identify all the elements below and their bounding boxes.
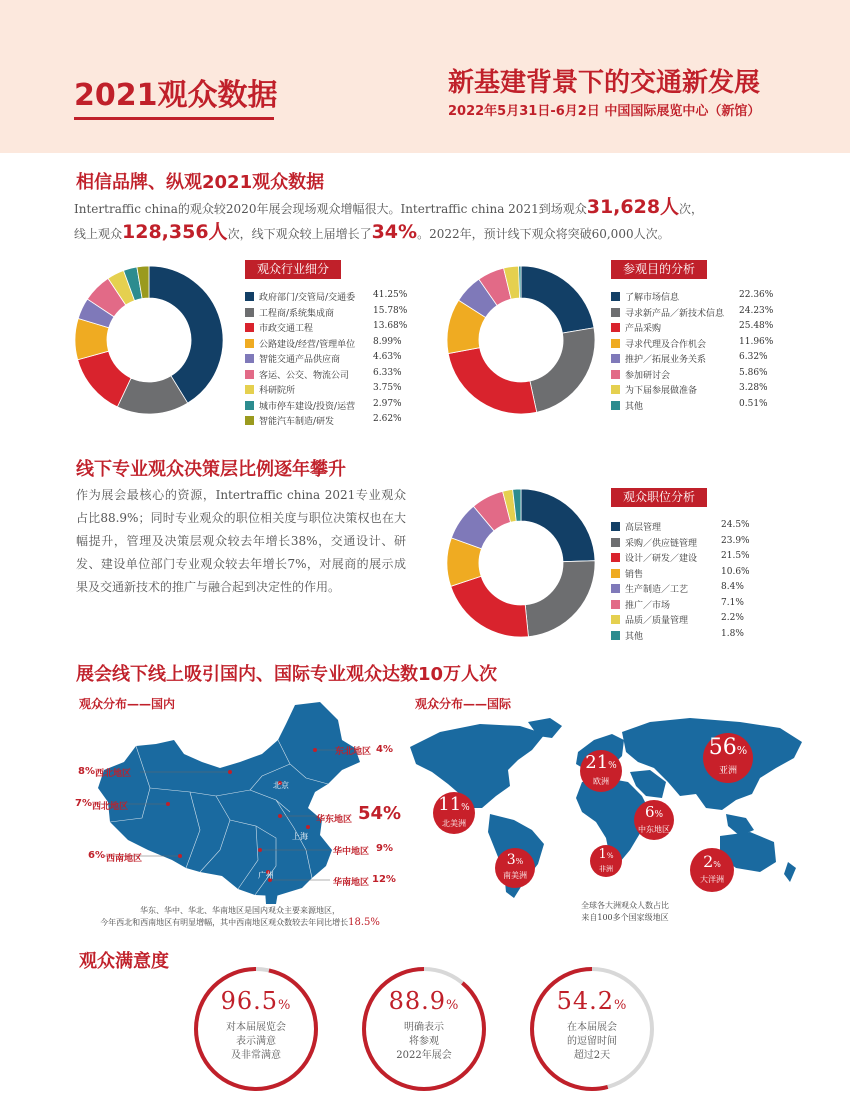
satisfaction-desc-line: 将参观 — [409, 1036, 439, 1047]
legend-label: 寻求代理及合作机会 — [625, 339, 707, 350]
industry-legend-item — [245, 337, 410, 353]
legend-swatch — [611, 370, 620, 379]
legend-label: 高层管理 — [625, 523, 662, 533]
page-title: 2021观众数据 — [74, 70, 278, 114]
city-shanghai: 上海 — [292, 832, 308, 841]
purpose-legend-item — [611, 290, 774, 306]
legend-label: 产品采购 — [625, 324, 662, 334]
legend-label: 其他 — [625, 401, 644, 412]
legend-swatch — [245, 385, 254, 394]
legend-label: 公路建设/经营/管理单位 — [259, 339, 356, 350]
legend-pct: 41.25% — [373, 290, 408, 300]
legend-swatch — [245, 401, 254, 410]
legend-label: 市政交通工程 — [259, 324, 314, 334]
legend-pct: 6.33% — [373, 367, 402, 378]
industry-legend-item — [245, 383, 410, 399]
satisfaction-text-0 — [192, 987, 320, 1063]
legend-label: 推广／市场 — [625, 600, 671, 611]
position-legend-item — [611, 566, 750, 583]
satisfaction-desc-line: 2022年展会 — [396, 1050, 452, 1061]
region-northwest-label: 西北地区 — [95, 769, 132, 779]
legend-swatch — [245, 292, 254, 301]
legend-label: 品质／质量管理 — [625, 616, 689, 626]
purpose-donut-chart — [446, 265, 596, 415]
purpose-slice-0 — [521, 266, 594, 333]
section-title-brand: 相信品牌、纵观2021观众数据 — [76, 172, 325, 193]
position-legend-item — [611, 535, 750, 552]
region-central-label: 华中地区 — [333, 847, 370, 857]
legend-pct: 10.6% — [721, 566, 750, 577]
legend-label: 寻求新产品／新技术信息 — [625, 308, 725, 319]
satisfaction-desc-line: 明确表示 — [404, 1022, 444, 1033]
legend-label: 设计／研发／建设 — [625, 554, 698, 564]
continent-middle-east: 6% 中东地区 — [634, 800, 674, 840]
legend-pct: 7.1% — [721, 597, 744, 608]
legend-pct: 23.9% — [721, 535, 750, 546]
legend-pct: 25.48% — [739, 321, 774, 331]
legend-swatch — [611, 339, 620, 348]
position-slice-2 — [451, 576, 529, 637]
position-legend-item — [611, 629, 746, 645]
event-subtitle: 新基建背景下的交通新发展 — [448, 68, 761, 98]
satisfaction-value — [528, 987, 656, 1015]
legend-label: 智能交通产品供应商 — [259, 355, 341, 365]
growth-pct: 34% — [371, 221, 418, 243]
satisfaction-unit: % — [278, 998, 292, 1013]
continent-europe: 21% 欧洲 — [580, 750, 622, 792]
industry-legend-item — [245, 290, 410, 306]
legend-pct: 21.5% — [721, 551, 750, 561]
domestic-map-title: 观众分布——国内 — [79, 697, 176, 711]
industry-tag: 观众行业细分 — [245, 260, 341, 279]
purpose-legend-item — [611, 368, 771, 384]
legend-label: 生产制造／工艺 — [625, 585, 689, 595]
purpose-legend-item — [611, 321, 774, 337]
legend-pct: 11.96% — [739, 336, 774, 347]
industry-legend-item — [245, 352, 410, 368]
legend-pct: 1.8% — [721, 628, 744, 639]
intl-note: 全球各大洲观众人数占比 来自100多个国家级地区 — [581, 901, 669, 922]
region-north-pct: 7% — [75, 798, 92, 809]
satisfaction-text-1 — [360, 987, 488, 1063]
region-north-label: 西北地区 — [92, 802, 129, 812]
legend-pct: 2.62% — [373, 414, 402, 424]
legend-swatch — [245, 339, 254, 348]
legend-swatch — [611, 385, 620, 394]
legend-label: 参加研讨会 — [625, 370, 671, 381]
legend-pct: 22.36% — [739, 290, 774, 300]
continent-north-america: 11% 北美洲 — [433, 792, 475, 834]
continent-africa: 1% 非洲 — [590, 845, 622, 877]
region-south-label: 华南地区 — [333, 878, 370, 888]
event-dateline: 2022年5月31日-6月2日 中国国际展览中心（新馆） — [448, 104, 761, 119]
satisfaction-value — [192, 987, 320, 1015]
purpose-legend-item — [611, 336, 774, 353]
legend-pct: 3.75% — [373, 383, 402, 393]
position-legend-item — [611, 582, 746, 598]
onsite-visitors: 31,628人 — [586, 196, 680, 218]
intl-map-title: 观众分布——国际 — [415, 697, 512, 711]
industry-legend-item — [245, 321, 410, 337]
industry-legend-item — [245, 399, 410, 415]
region-northwest-pct: 8% — [78, 766, 95, 777]
continent-oceania: 2% 大洋洲 — [690, 848, 734, 892]
legend-swatch — [245, 370, 254, 379]
satisfaction-text-2 — [528, 987, 656, 1063]
legend-pct: 4.63% — [373, 352, 402, 362]
legend-pct: 24.23% — [739, 305, 774, 316]
legend-swatch — [611, 615, 620, 624]
region-central-pct: 9% — [376, 843, 393, 854]
region-southwest-pct: 6% — [88, 850, 105, 861]
satisfaction-desc-line: 及非常满意 — [231, 1050, 281, 1061]
industry-legend-item — [245, 368, 410, 384]
purpose-slice-1 — [530, 328, 595, 413]
section-title-decision: 线下专业观众决策层比例逐年攀升 — [76, 459, 346, 480]
legend-pct: 8.4% — [721, 582, 744, 592]
legend-swatch — [611, 553, 620, 562]
purpose-slice-2 — [448, 348, 536, 414]
legend-swatch — [611, 522, 620, 531]
city-guangzhou: 广州 — [258, 871, 274, 880]
section-title-distribution: 展会线下线上吸引国内、国际专业观众达数10万人次 — [76, 664, 498, 685]
legend-pct: 5.86% — [739, 367, 768, 378]
region-east-label: 华东地区 — [316, 815, 353, 825]
legend-label: 销售 — [625, 569, 644, 580]
satisfaction-desc-line: 的逗留时间 — [567, 1036, 617, 1047]
intro-paragraph: Intertraffic china的观众较2020年展会现场观众增幅很大。Intertraffic china 2021到场观众31,628人次， 线上观众128,356人次，线下观众较上届增长了34%。2022年，预计线下观众将突破60,000人次。 — [74, 196, 704, 243]
legend-swatch — [611, 354, 620, 363]
legend-label: 采购／供应链管理 — [625, 538, 698, 549]
legend-pct: 0.51% — [739, 398, 768, 409]
legend-swatch — [611, 538, 620, 547]
section-title-satisfaction: 观众满意度 — [79, 951, 169, 972]
online-visitors: 128,356人 — [122, 221, 228, 243]
position-donut-chart — [446, 488, 596, 638]
legend-swatch — [245, 354, 254, 363]
purpose-legend-item — [611, 399, 771, 415]
region-southwest-label: 西南地区 — [106, 854, 143, 864]
legend-label: 客运、公交、物流公司 — [259, 370, 350, 381]
decision-paragraph: 作为展会最核心的资源，Intertraffic china 2021专业观众占比88.9%；同时专业观众的职位相关度与职位决策权也在大幅提升，管理及决策层观众较去年增长38%，交通设计、研发、建设单位部门专业观众较去年增长7%，对展商的展示成果及交通新技术的推广与融合起到决定性的作用。 — [76, 488, 406, 594]
satisfaction-number: 88.9 — [388, 987, 447, 1015]
position-legend — [611, 520, 750, 644]
satisfaction-value — [360, 987, 488, 1015]
legend-swatch — [611, 308, 620, 317]
region-northeast-label: 东北地区 — [335, 747, 372, 757]
satisfaction-desc-line: 在本届展会 — [567, 1022, 617, 1033]
legend-swatch — [611, 323, 620, 332]
legend-label: 智能汽车制造/研发 — [259, 417, 335, 427]
purpose-legend — [611, 290, 774, 414]
legend-swatch — [245, 416, 254, 425]
position-slice-1 — [525, 561, 595, 637]
legend-swatch — [611, 600, 620, 609]
legend-pct: 3.28% — [739, 383, 768, 393]
position-legend-item — [611, 520, 750, 536]
satisfaction-desc-line: 表示满意 — [236, 1036, 276, 1047]
legend-pct: 2.2% — [721, 613, 744, 623]
position-slice-0 — [521, 489, 595, 562]
domestic-note: 华东、华中、华北、华南地区是国内观众主要来源地区， 今年西北和西南地区有明显增幅，其中西南地区观众数较去年同比增长18.5% — [100, 906, 380, 928]
legend-swatch — [611, 401, 620, 410]
satisfaction-desc-line: 对本届展览会 — [226, 1022, 286, 1033]
legend-swatch — [611, 584, 620, 593]
legend-pct: 6.32% — [739, 352, 768, 362]
legend-label: 推护／拓展业务关系 — [625, 355, 707, 365]
industry-legend-item — [245, 306, 410, 322]
legend-pct: 8.99% — [373, 336, 402, 347]
legend-pct: 24.5% — [721, 520, 750, 530]
satisfaction-number: 54.2 — [556, 987, 615, 1015]
satisfaction-unit: % — [446, 998, 460, 1013]
legend-pct: 2.97% — [373, 398, 402, 409]
industry-donut-chart — [74, 265, 224, 415]
legend-swatch — [611, 292, 620, 301]
legend-label: 政府部门/交管局/交通委 — [259, 293, 356, 303]
legend-label: 其他 — [625, 631, 644, 642]
position-legend-item — [611, 613, 746, 629]
industry-legend-item — [245, 414, 410, 430]
satisfaction-number: 96.5 — [220, 987, 279, 1015]
position-tag: 观众职位分析 — [611, 488, 707, 507]
region-east-pct: 54% — [358, 803, 402, 824]
legend-pct: 15.78% — [373, 305, 408, 316]
legend-label: 工程商/系统集成商 — [259, 308, 335, 319]
position-legend-item — [611, 551, 750, 567]
legend-swatch — [245, 323, 254, 332]
purpose-tag: 参观目的分析 — [611, 260, 707, 279]
satisfaction-unit: % — [614, 998, 628, 1013]
legend-swatch — [611, 569, 620, 578]
region-northeast-pct: 4% — [376, 744, 393, 755]
satisfaction-desc-line: 超过2天 — [573, 1050, 611, 1061]
purpose-legend-item — [611, 305, 774, 322]
legend-label: 科研院所 — [259, 386, 296, 396]
legend-label: 了解市场信息 — [625, 293, 680, 303]
legend-pct: 13.68% — [373, 321, 408, 331]
continent-south-america: 3% 南美洲 — [495, 848, 535, 888]
continent-asia: 56% 亚洲 — [703, 733, 753, 783]
legend-label: 为下届参展做准备 — [625, 386, 698, 396]
industry-legend — [245, 290, 410, 430]
position-legend-item — [611, 598, 746, 614]
region-south-pct: 12% — [372, 874, 396, 885]
purpose-legend-item — [611, 352, 771, 368]
city-beijing: 北京 — [273, 781, 289, 790]
legend-swatch — [245, 308, 254, 317]
legend-label: 城市停车建设/投资/运营 — [259, 401, 356, 412]
legend-swatch — [611, 631, 620, 640]
purpose-legend-item — [611, 383, 771, 399]
